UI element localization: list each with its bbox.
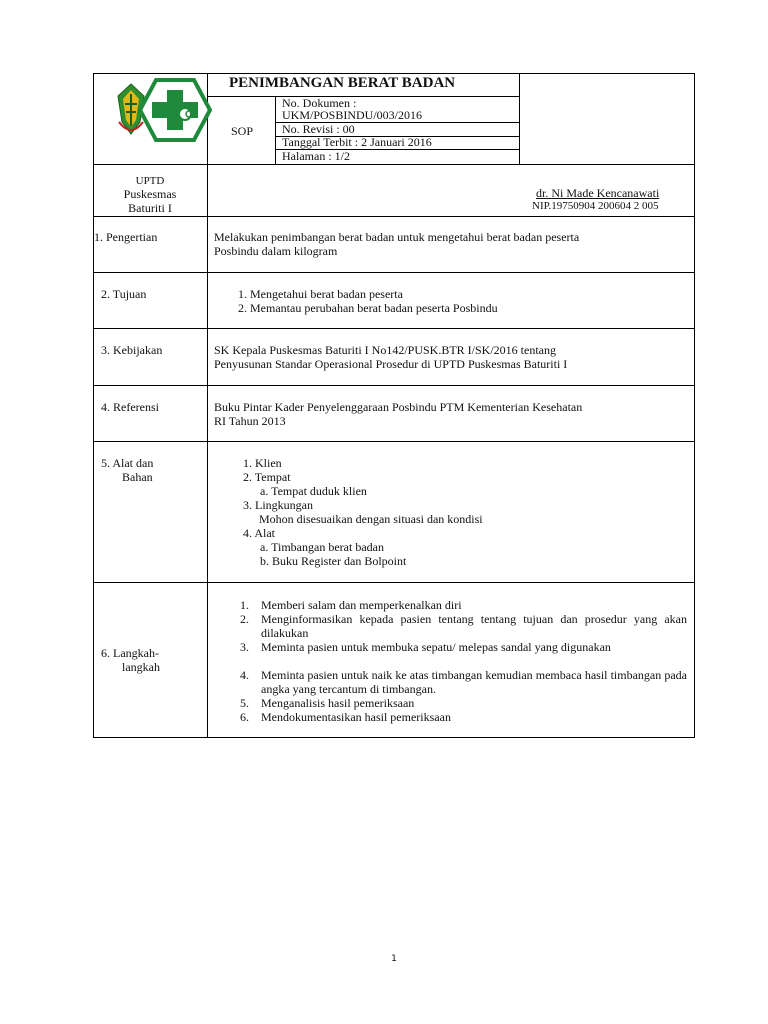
table-border-bottom — [93, 737, 695, 738]
doc-number-label: No. Dokumen : — [282, 96, 357, 110]
step-text: Menganalisis hasil pemeriksaan — [261, 696, 415, 710]
tujuan-item: 1. Mengetahui berat badan peserta — [238, 287, 403, 301]
unit-line-1: UPTD — [135, 175, 165, 187]
table-border-left — [93, 73, 94, 738]
section-label-alat-line-2: Bahan — [122, 470, 153, 484]
step-number: 6. — [240, 710, 249, 724]
step-text: Memberi salam dan memperkenalkan diri — [261, 598, 462, 612]
document-title: PENIMBANGAN BERAT BADAN — [229, 75, 456, 91]
row-rule-4 — [93, 441, 695, 442]
alat-subitem: a. Tempat duduk klien — [260, 484, 367, 498]
section-label-langkah-line-2: langkah — [122, 660, 160, 674]
row-rule-2 — [93, 328, 695, 329]
unit-line-2: Puskesmas — [123, 187, 177, 201]
step-text: Mendokumentasikan hasil pemeriksaan — [261, 710, 451, 724]
alat-subitem: a. Timbangan berat badan — [260, 540, 384, 554]
page-info: Halaman : 1/2 — [282, 149, 350, 163]
page-number: 1 — [391, 954, 397, 964]
step-text: Meminta pasien untuk membuka sepatu/ melepas sandal yang digunakan — [261, 640, 611, 654]
kebijakan-text-line-2: Penyusunan Standar Operasional Prosedur di UPTD Puskesmas Baturiti I — [214, 357, 568, 371]
alat-subitem: b. Buku Register dan Bolpoint — [260, 554, 407, 568]
pengertian-text-line-2: Posbindu dalam kilogram — [214, 244, 338, 258]
alat-item: 4. Alat — [243, 526, 275, 540]
row-rule-1 — [93, 272, 695, 273]
section-label-langkah-line-1: 6. Langkah- — [101, 646, 159, 660]
puskesmas-logo — [138, 78, 212, 142]
step-number: 3. — [240, 640, 249, 654]
header-right-divider — [519, 73, 520, 164]
signer-name: dr. Ni Made Kencanawati — [536, 186, 660, 200]
step-number: 5. — [240, 696, 249, 710]
tujuan-item: 2. Memantau perubahan berat badan peserta Posbindu — [238, 301, 498, 315]
referensi-text-line-1: Buku Pintar Kader Penyelenggaraan Posbindu PTM Kementerian Kesehatan — [214, 400, 583, 414]
row-rule-unit — [93, 216, 695, 217]
row-rule-header — [93, 164, 695, 165]
doc-number-value: UKM/POSBINDU/003/2016 — [282, 108, 423, 122]
unit-line-3: Baturiti I — [128, 201, 172, 215]
step-number: 4. — [240, 668, 249, 682]
step-number: 1. — [240, 598, 249, 612]
pengertian-text-line-1: Melakukan penimbangan berat badan untuk mengetahui berat badan peserta — [214, 230, 580, 244]
signer-nip: NIP.19750904 200604 2 005 — [532, 200, 659, 212]
title-rule — [207, 96, 519, 97]
kebijakan-text-line-1: SK Kepala Puskesmas Baturiti I No142/PUSK.BTR I/SK/2016 tentang — [214, 343, 556, 357]
section-label-referensi: 4. Referensi — [101, 400, 159, 414]
section-label-kebijakan: 3. Kebijakan — [101, 343, 163, 357]
row-rule-5 — [93, 582, 695, 583]
issue-date: Tanggal Terbit : 2 Januari 2016 — [282, 135, 432, 149]
section-label-pengertian: 1. Pengertian — [94, 230, 158, 244]
alat-item: 3. Lingkungan — [243, 498, 313, 512]
row-rule-3 — [93, 385, 695, 386]
section-label-tujuan: 2. Tujuan — [101, 287, 147, 301]
sop-label: SOP — [231, 124, 254, 138]
column-divider — [207, 73, 208, 738]
step-number: 2. — [240, 612, 249, 626]
table-border-right — [694, 73, 695, 738]
alat-item: 1. Klien — [243, 456, 282, 470]
referensi-text-line-2: RI Tahun 2013 — [214, 414, 286, 428]
step-text: Meminta pasien untuk naik ke atas timbangan kemudian membaca hasil timbangan pada angka yang tercantum di timbangan. — [261, 668, 687, 696]
sop-divider — [275, 96, 276, 164]
section-label-alat-line-1: 5. Alat dan — [101, 456, 154, 470]
alat-note: Mohon disesuaikan dengan situasi dan kondisi — [259, 512, 483, 526]
alat-item: 2. Tempat — [243, 470, 291, 484]
step-text: Menginformasikan kepada pasien tentang tentang tujuan dan prosedur yang akan dilakukan — [261, 612, 687, 640]
revision-number: No. Revisi : 00 — [282, 122, 355, 136]
